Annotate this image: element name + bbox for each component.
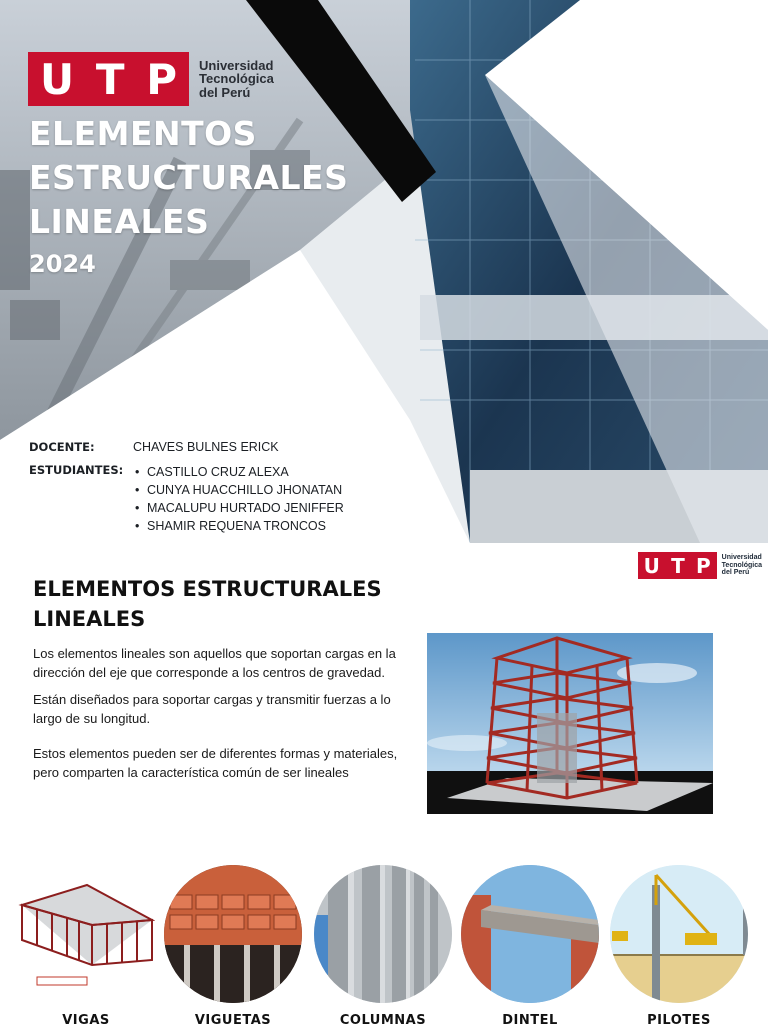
paragraph-purpose: Están diseñados para soportar cargas y transmitir fuerzas a lo largo de su longitud. (33, 692, 391, 726)
student-item: • CASTILLO CRUZ ALEXA (133, 463, 344, 481)
cover-title-line2: ESTRUCTURALES (29, 158, 349, 197)
logo-name-line1: Universidad (721, 554, 762, 562)
slide-title: ELEMENTOS ESTRUCTURALES LINEALES (33, 577, 382, 631)
utp-logo (28, 52, 274, 106)
utp-logo-mark (28, 52, 189, 106)
students-label: ESTUDIANTES: (29, 463, 124, 477)
element-types (0, 865, 768, 1024)
docente-row (29, 440, 344, 454)
element-pilotes (609, 865, 749, 1024)
student-item: • SHAMIR REQUENA TRONCOS (133, 517, 344, 535)
columns-image (314, 865, 452, 1003)
rebar-beam-image (17, 865, 155, 1003)
element-label: VIGUETAS (194, 1013, 272, 1024)
element-vigas (16, 865, 156, 1024)
utp-logo-name (199, 59, 274, 100)
element-columnas (313, 865, 453, 1024)
logo-name-line2: Tecnológica (721, 561, 762, 569)
paragraph-definition: Los elementos lineales son aquellos que soportan cargas en la dirección del eje que corresponde a los centros de gravedad. (33, 646, 396, 680)
students-list (133, 463, 344, 535)
student-item: • CUNYA HUACCHILLO JHONATAN (133, 481, 344, 499)
element-dintel (460, 865, 600, 1024)
joist-slab-image (164, 865, 302, 1003)
cover-title (29, 112, 348, 282)
students-row (29, 463, 344, 535)
utp-logo-mark-small (638, 552, 717, 579)
utp-logo-name-small (722, 554, 762, 576)
element-label: PILOTES (647, 1013, 711, 1024)
cover-year: 2024 (29, 250, 96, 278)
logo-name-line2: Tecnológica (199, 71, 274, 87)
student-item: • MACALUPU HURTADO JENIFFER (133, 499, 344, 517)
logo-letter-t: T (671, 553, 685, 578)
docente-name: CHAVES BULNES ERICK (133, 440, 279, 454)
cover-title-line3: LINEALES (29, 202, 210, 241)
logo-letter-u: U (643, 553, 660, 578)
docente-label: DOCENTE: (29, 440, 95, 454)
logo-name-line3: del Perú (721, 569, 750, 577)
element-label: COLUMNAS (339, 1013, 427, 1024)
logo-name-line3: del Perú (199, 84, 251, 100)
logo-name-line1: Universidad (199, 57, 274, 73)
logo-letter-u: U (40, 54, 75, 104)
piles-image (610, 865, 748, 1003)
element-label: VIGAS (62, 1013, 110, 1024)
content-slide (0, 543, 768, 1024)
element-viguetas (163, 865, 303, 1024)
logo-letter-p: P (146, 54, 177, 104)
utp-logo-small (638, 552, 762, 579)
credits (29, 440, 344, 535)
logo-letter-t: T (95, 54, 125, 104)
logo-letter-p: P (695, 553, 711, 578)
lintel-image (461, 865, 599, 1003)
paragraph-forms: Estos elementos pueden ser de diferentes formas y materiales, pero comparten la característica común de ser lineales (33, 746, 398, 780)
element-label: DINTEL (502, 1013, 558, 1024)
cover-title-line1: ELEMENTOS (29, 114, 257, 153)
slide-body (33, 644, 408, 790)
steel-frame-image (427, 633, 713, 814)
